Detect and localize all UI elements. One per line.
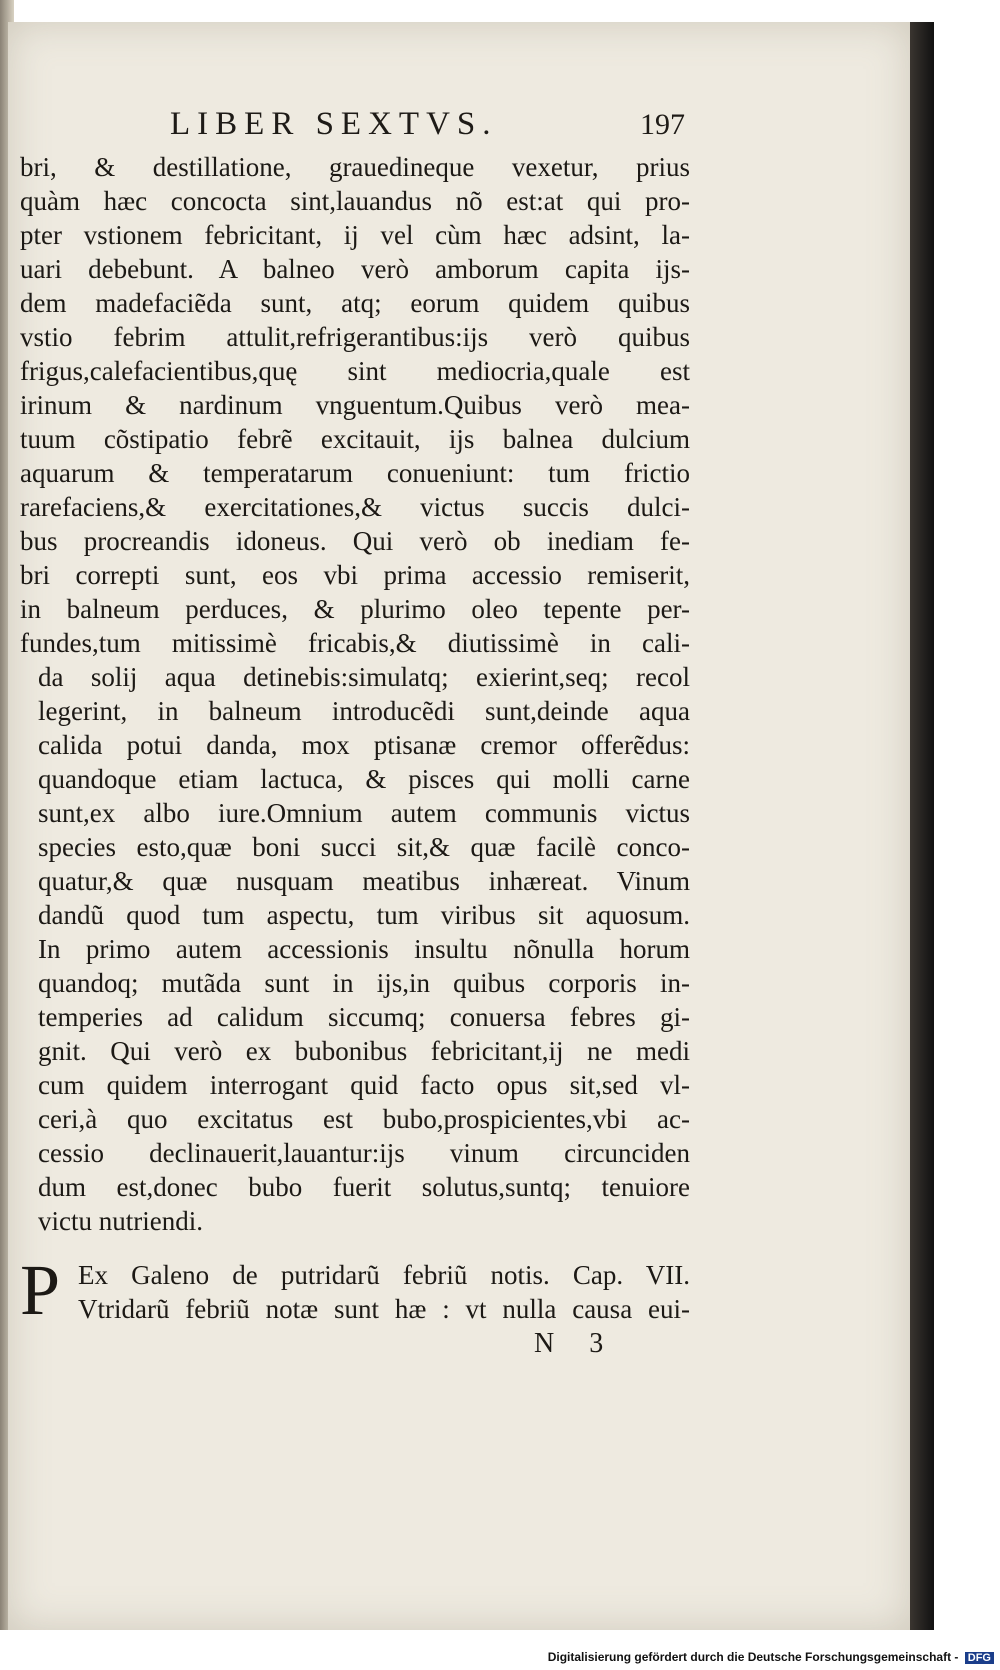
digitization-credit [548,1650,994,1664]
text-line: bri, & destillatione, grauedineque vexetur, prius [20,152,690,182]
text-line: legerint, in balneum introducẽdi sunt,deinde aqua [38,696,690,726]
text-line: ceri,à quo excitatus est bubo,prospicientes,vbi ac- [38,1104,690,1134]
text-line: cessio declinauerit,lauantur:ijs vinum circunciden [38,1138,690,1168]
text-line: temperies ad calidum siccumq; conuersa febres gi- [38,1002,690,1032]
text-line: quatur,& quæ nusquam meatibus inhæreat. Vinum [38,866,690,896]
body-text [20,150,690,1238]
text-line: gnit. Qui verò ex bubonibus febricitant,ij ne medi [38,1036,690,1066]
text-line: da solij aqua detinebis:simulatq; exierint,seq; recol [38,662,690,692]
text-line: sunt,ex albo iure.Omnium autem communis victus [38,798,690,828]
signature-mark: N 3 [534,1328,618,1359]
chapter-title: Ex Galeno de putridarũ febriũ notis. Cap. VII. [78,1260,690,1290]
text-line: quàm hæc concocta sint,lauandus nõ est:at qui pro- [20,186,690,216]
text-line: calida potui danda, mox ptisanæ cremor offerẽdus: [38,730,690,760]
text-line: species esto,quæ boni succi sit,& quæ facilè conco- [38,832,690,862]
text-line: In primo autem accessionis insultu nõnulla horum [38,934,690,964]
text-line: bus procreandis idoneus. Qui verò ob inediam fe- [20,526,690,556]
binding-shadow [910,22,934,1630]
text-line: dum est,donec bubo fuerit solutus,suntq; tenuiore [38,1172,690,1202]
page-number: 197 [640,108,685,141]
text-line: dandũ quod tum aspectu, tum viribus sit aquosum. [38,900,690,930]
text-line: vstio febrim attulit,refrigerantibus:ijs verò quibus [20,322,690,352]
text-line: frigus,calefacientibus,quę sint mediocria,quale est [20,356,690,386]
credit-text: Digitalisierung gefördert durch die Deutsche Forschungsgemeinschaft - [547,1650,959,1664]
text-line: cum quidem interrogant quid facto opus sit,sed vl- [38,1070,690,1100]
text-line: dem madefaciẽda sunt, atq; eorum quidem quibus [20,288,690,318]
text-line: quandoq; mutãda sunt in ijs,in quibus corporis in- [38,968,690,998]
text-line: uari debebunt. A balneo verò amborum capita ijs- [20,254,690,284]
text-line: rarefaciens,& exercitationes,& victus succis dulci- [20,492,690,522]
text-line: pter vstionem febricitant, ij vel cùm hæc adsint, la- [20,220,690,250]
text-line: irinum & nardinum vnguentum.Quibus verò mea- [20,390,690,420]
chapter-first-line: Vtridarũ febriũ notæ sunt hæ : vt nulla causa eui- [78,1294,690,1324]
text-line: aquarum & temperatarum conueniunt: tum frictio [20,458,690,488]
dfg-logo: DFG [965,1652,994,1664]
text-line: in balneum perduces, & plurimo oleo tepente per- [20,594,690,624]
text-line: tuum cõstipatio febrẽ excitauit, ijs balnea dulcium [20,424,690,454]
text-line: quandoque etiam lactuca, & pisces qui molli carne [38,764,690,794]
text-line: bri correpti sunt, eos vbi prima accessio remiserit, [20,560,690,590]
running-title: LIBER SEXTVS. [170,106,498,142]
drop-cap: P [20,1250,61,1330]
text-line: victu nutriendi. [38,1206,203,1236]
text-line: fundes,tum mitissimè fricabis,& diutissimè in cali- [20,628,690,658]
